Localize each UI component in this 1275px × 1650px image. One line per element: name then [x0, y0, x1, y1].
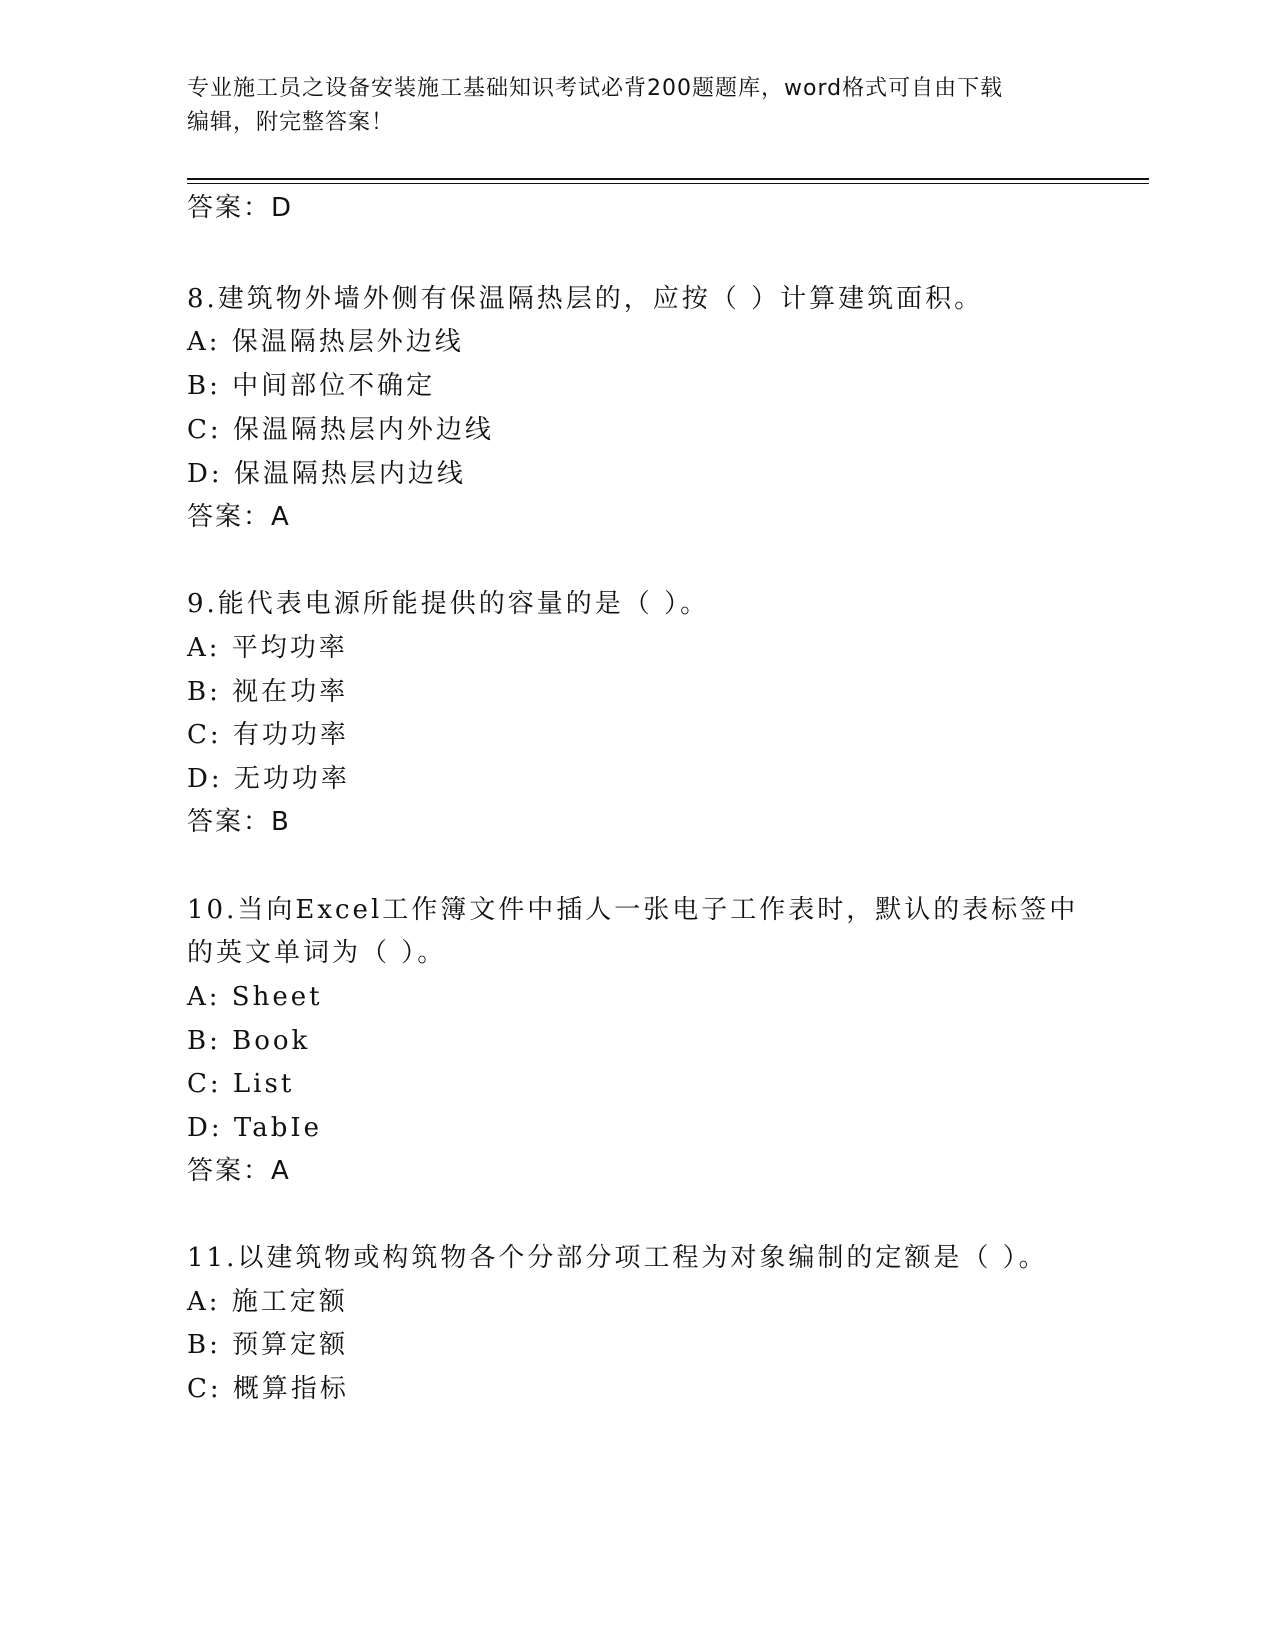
header-line-1: 专业施工员之设备安装施工基础知识考试必背200题题库，word格式可自由下载: [187, 76, 1004, 101]
question-10-option-a: A: Sheet: [187, 982, 323, 1012]
question-9-option-a: A: 平均功率: [187, 633, 348, 663]
question-11-option-b: B: 预算定额: [187, 1330, 349, 1360]
question-9-option-d: D: 无功功率: [187, 764, 350, 794]
question-10-stem-line-1: 10.当向Excel工作簿文件中插人一张电子工作表时，默认的表标签中: [187, 895, 1079, 925]
answer-7: 答案：D: [187, 193, 294, 223]
question-8-option-c: C: 保温隔热层内外边线: [187, 415, 494, 445]
header-rule-thick: [187, 178, 1149, 180]
question-11-stem: 11.以建筑物或构筑物各个分部分项工程为对象编制的定额是（ ）。: [187, 1243, 1048, 1273]
question-8-option-d: D: 保温隔热层内边线: [187, 459, 466, 489]
answer-8: 答案：A: [187, 502, 291, 532]
answer-10: 答案：A: [187, 1156, 291, 1186]
header-line-2: 编辑，附完整答案！: [187, 110, 395, 135]
page-header: [187, 72, 1087, 140]
question-8-stem: 8.建筑物外墙外侧有保温隔热层的，应按（ ）计算建筑面积。: [187, 284, 984, 314]
question-11-option-c: C: 概算指标: [187, 1374, 349, 1404]
answer-9: 答案：B: [187, 807, 291, 837]
question-10-option-d: D: TabIe: [187, 1113, 322, 1143]
question-9-option-c: C: 有功功率: [187, 720, 349, 750]
question-11-option-a: A: 施工定额: [187, 1287, 348, 1317]
header-rule-thin: [187, 183, 1149, 184]
question-10-stem-line-2: 的英文单词为（ ）。: [187, 938, 447, 968]
question-8-option-b: B: 中间部位不确定: [187, 371, 436, 401]
question-10-option-c: C: List: [187, 1069, 295, 1099]
question-9-stem: 9.能代表电源所能提供的容量的是（ ）。: [187, 589, 710, 619]
question-8-option-a: A: 保温隔热层外边线: [187, 327, 464, 357]
question-9-option-b: B: 视在功率: [187, 677, 349, 707]
question-10-option-b: B: Book: [187, 1026, 311, 1056]
